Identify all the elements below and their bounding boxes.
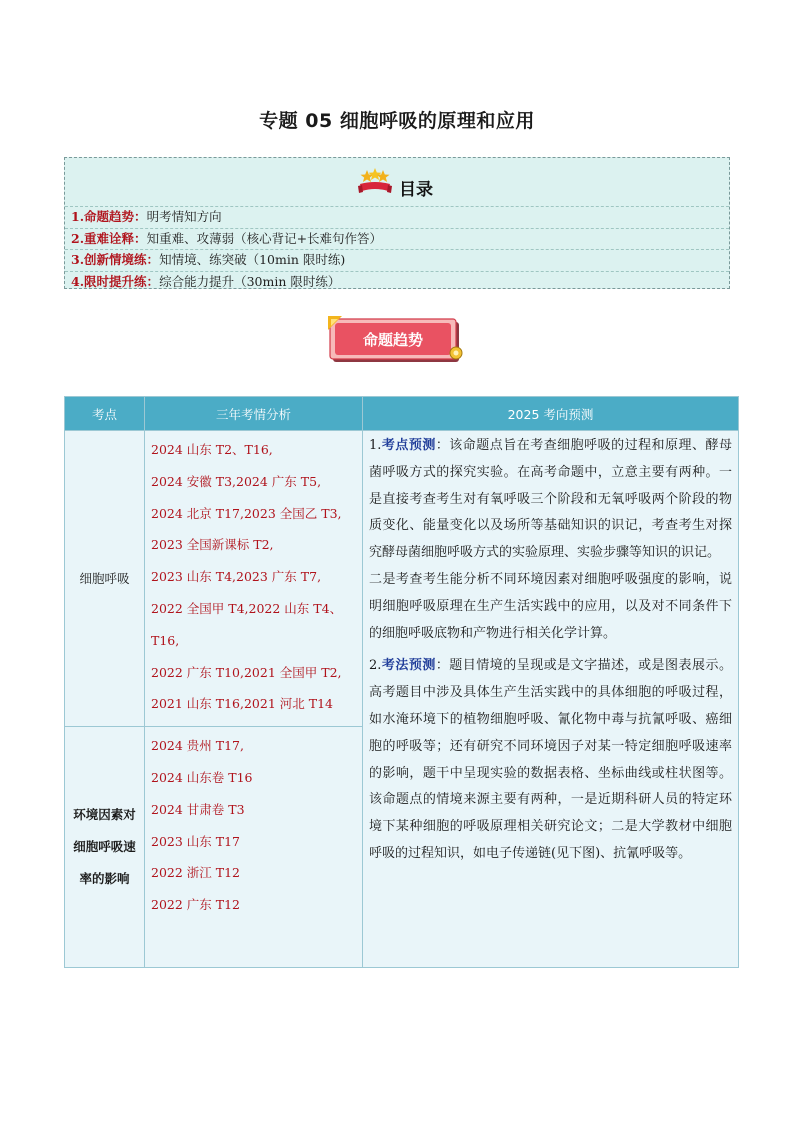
exam-entry: 2023 山东 T17 <box>151 833 241 849</box>
section-badge-label: 命题趋势 <box>362 331 424 349</box>
exam-entry: 2024 安徽 T3,2024 广东 T5, <box>151 473 322 489</box>
toc-item-label: 3.创新情境练： <box>71 252 160 267</box>
exam-entry: 2021 山东 T16,2021 河北 T14 <box>151 696 333 712</box>
exam-entry: 2024 贵州 T17, <box>151 738 244 754</box>
column-header: 三年考情分析 <box>145 397 363 431</box>
table-header-row <box>65 397 739 431</box>
table-of-contents <box>64 157 730 289</box>
exam-entry: 2024 北京 T17,2023 全国乙 T3, <box>151 505 342 521</box>
toc-header <box>65 158 729 207</box>
exam-entry: 2022 浙江 T12 <box>151 865 241 881</box>
prediction-number: 2. <box>369 658 382 674</box>
exam-analysis-table <box>64 396 739 968</box>
toc-item-label: 2.重难诠释： <box>71 230 147 246</box>
exam-entry: 2023 山东 T4,2023 广东 T7, <box>151 569 322 585</box>
page-title: 专题 05 细胞呼吸的原理和应用 <box>259 110 535 132</box>
toc-item[interactable] <box>65 207 729 229</box>
crown-stars-icon <box>358 168 392 196</box>
exam-entry: 2024 山东 T2、T16, <box>151 442 273 457</box>
toc-heading: 目录 <box>399 180 433 200</box>
toc-item-text: 知重难、攻薄弱（核心背记+长难句作答） <box>146 230 383 246</box>
prediction-cell <box>363 431 739 968</box>
toc-item[interactable] <box>65 229 729 251</box>
toc-item-label: 4.限时提升练： <box>71 273 160 289</box>
table-row <box>65 431 739 727</box>
prediction-text: ：该命题点旨在考查细胞呼吸的过程和原理、酵母菌呼吸方式的探究实验。在高考命题中，立意主要有两种。一是直接考查考生对有氧呼吸三个阶段和无氧呼吸两个阶段的物质变化、能量变化以及场所等基础知识的识记，考查考生对探究酵母菌细胞呼吸方式的实验原理、实验步骤等知识的识记。 <box>369 438 732 561</box>
exam-entry: T16, <box>151 632 180 648</box>
exam-entry: 2024 山东卷 T16 <box>151 769 253 785</box>
prediction-paragraph <box>369 653 732 867</box>
column-header: 考点 <box>65 397 145 431</box>
toc-item[interactable] <box>65 250 729 272</box>
exam-entry: 2023 全国新课标 T2, <box>151 537 274 553</box>
exam-history-cell <box>145 727 363 968</box>
toc-item-text: 知情境、练突破（10min 限时练) <box>159 252 346 267</box>
prediction-paragraph: 二是考查考生能分析不同环境因素对细胞呼吸强度的影响，说明细胞呼吸原理在生产生活实践中的应用，以及对不同条件下的细胞呼吸底物和产物进行相关化学计算。 <box>369 571 732 641</box>
prediction-paragraph <box>369 433 732 567</box>
exam-entry: 2022 广东 T12 <box>151 897 241 913</box>
toc-item[interactable] <box>65 272 729 293</box>
prediction-text: ：题目情境的呈现或是文字描述，或是图表展示。高考题目中涉及具体生产生活实践中的具体细胞的呼吸过程，如水淹环境下的植物细胞呼吸、氰化物中毒与抗氰呼吸、癌细胞的呼吸等；还有研究不同环境因子对某一特定细胞呼吸速率的影响，题干中呈现实验的数据表格、坐标曲线或柱状图等。该命题点的情境来源主要有两种，一是近期科研人员的特定环境下某种细胞的呼吸原理相关研究论文；二是大学教材中细胞呼吸的过程知识，如电子传递链(见下图)、抗氰呼吸等。 <box>369 658 732 861</box>
prediction-label: 考法预测 <box>381 658 436 674</box>
prediction-number: 1. <box>369 438 382 453</box>
exam-entry: 2024 甘肃卷 T3 <box>151 801 245 817</box>
exam-entry: 2022 全国甲 T4,2022 山东 T4、 <box>151 600 343 616</box>
column-header: 2025 考向预测 <box>363 397 739 431</box>
toc-item-text: 综合能力提升（30min 限时练） <box>159 273 341 289</box>
topic-cell: 环境因素对细胞呼吸速率的影响 <box>65 727 145 968</box>
topic-cell: 细胞呼吸 <box>65 431 145 727</box>
prediction-label: 考点预测 <box>381 438 436 453</box>
toc-item-text: 明考情知方向 <box>146 209 222 224</box>
section-badge <box>328 316 466 368</box>
exam-entry: 2022 广东 T10,2021 全国甲 T2, <box>151 664 342 680</box>
toc-item-label: 1.命题趋势： <box>71 209 147 224</box>
exam-history-cell <box>145 431 363 727</box>
